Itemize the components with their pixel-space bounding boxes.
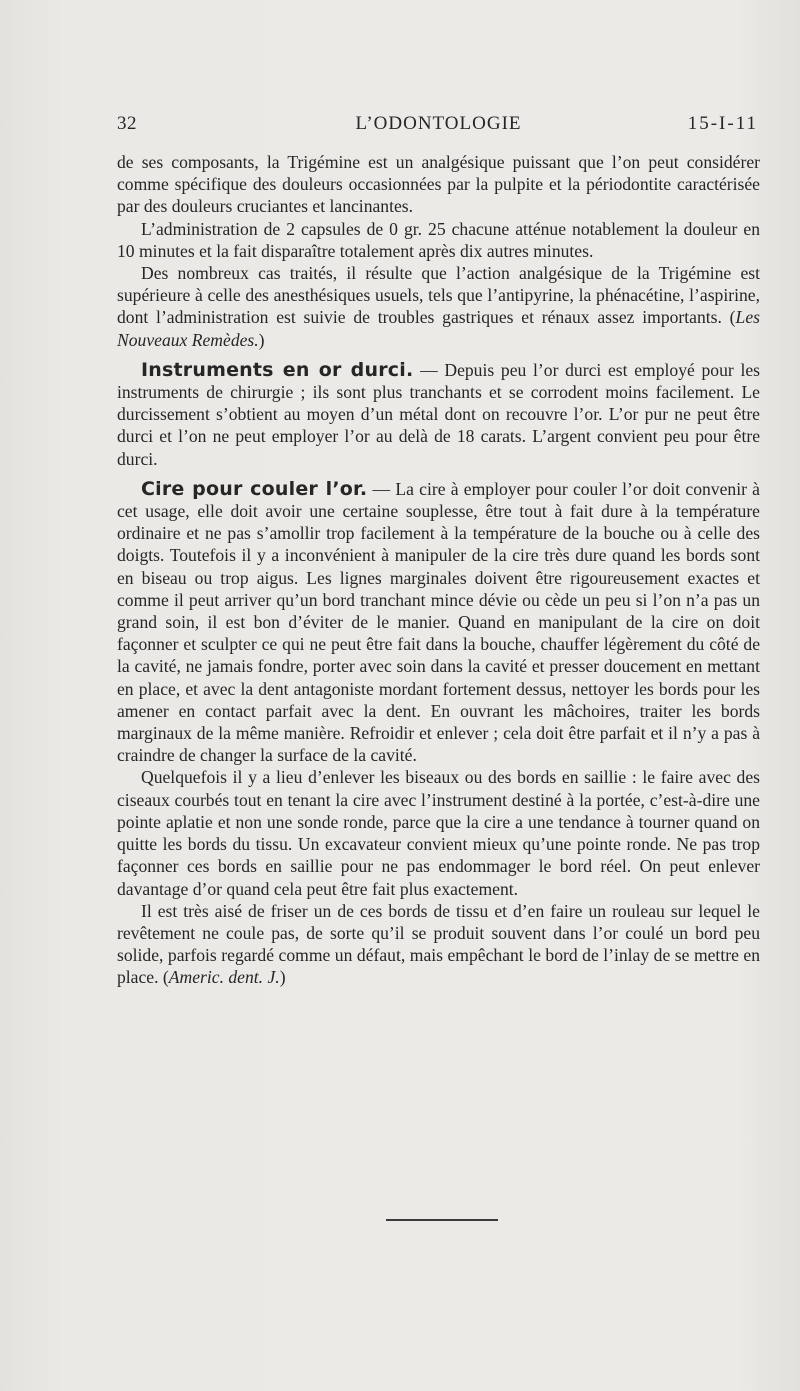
journal-title: L’ODONTOLOGIE — [355, 113, 522, 134]
source-citation: Les Nouveaux Remèdes. — [117, 307, 760, 350]
paragraph-friser-text: Il est très aisé de friser un de ces bords de tissu et d’en faire un rouleau sur lequel le revêtement ne coule pas, de sorte qu’il se produit souvent dans l’or coulé un bord peu solide, parfois regardé comme un défaut, mais empêchant le bord de l’inlay de se mettre en place. ( — [117, 900, 760, 988]
section-instruments-text: Depuis peu l’or durci est employé pour les instruments de chirurgie ; ils sont plus tranchants et se corrodent moins facilement. Le durcissement s’obtient au moyen d’un métal dont on recouvre l’or. L’or pur ne peut être durci et l’on ne peut employer l’or au delà de 18 carats. L’argent convient peu pour être durci. — [117, 359, 760, 469]
paragraph-friser — [117, 900, 760, 989]
source-citation: Americ. dent. J. — [168, 967, 280, 988]
paragraph-dosage: L’administration de 2 capsules de 0 gr. 25 chacune atténue notablement la douleur en 10 minutes et la fait disparaître totalement après dix autres minutes. — [117, 218, 760, 261]
page-number: 32 — [117, 113, 137, 134]
heading-dash: — — [413, 359, 445, 380]
closing-paren: ) — [279, 967, 286, 988]
paragraph-continuation: de ses composants, la Trigémine est un analgésique puissant que l’on peut considérer comme spécifique des douleurs occasionnées par la pulpite et la périodontite caractérisée par des douleurs cruciantes et lancinantes. — [117, 152, 760, 217]
section-cire-text: La cire à employer pour couler l’or doit convenir à cet usage, elle doit avoir une certaine souplesse, être tout à fait dure à la température ordinaire et ne pas s’amollir trop facilement à la température de la bouche ou à celle des doigts. Toutefois il y a inconvénient à manipuler de la cire très dure quand les bords sont en biseau ou trop aigus. Les lignes marginales doivent être rigoureusement exactes et comme il peut arriver qu’un bord tranchant mince dévie ou cède un peu si l’on n’a pas un grand soin, il est bon d’éviter de le manier. Quand en manipulant de la cire on doit façonner et sculpter ce qui ne peut être fait dans la bouche, chauffer légèrement du côté de la cavité, ne jamais fondre, porter avec soin dans la cavité et presser doucement en mettant en place, et avec la dent antagoniste mordant fortement dessus, nettoyer les bords pour les amener en contact parfait avec la dent. En ouvrant les mâchoires, traiter les bords marginaux de la même manière. Refroidir et enlever ; cela doit être parfait et il n’y a pas à craindre de changer la surface de la cavité. — [117, 478, 760, 766]
article-body — [117, 151, 760, 989]
paragraph-results-text: Des nombreux cas traités, il résulte que l’action analgésique de la Trigémine est supérieure à celle des anesthésiques usuels, tels que l’antipyrine, la phénacétine, l’aspirine, dont l’administration est suivie de troubles gastriques et rénaux assez importants. ( — [117, 263, 760, 328]
section-heading-instruments: Instruments en or durci. — [141, 358, 414, 381]
section-heading-cire: Cire pour couler l’or. — [141, 477, 368, 500]
paragraph-results — [117, 262, 760, 351]
section-instruments — [117, 359, 760, 470]
heading-dash: — — [367, 478, 396, 499]
paragraph-biseaux: Quelquefois il y a lieu d’enlever les biseaux ou des bords en saillie : le faire avec des ciseaux courbés tout en tenant la cire avec l’instrument destiné à la portée, c’est-à-dire une pointe aplatie et non une sonde ronde, parce que la cire a une tendance à tourner quand on quitte les bords du tissu. Un excavateur convient mieux qu’une pointe ronde. Ne pas trop façonner ces bords en saillie pour ne pas endommager le bord réel. On peut enlever davantage d’or quand cela peut être fait plus exactement. — [117, 767, 760, 899]
running-header — [117, 113, 760, 139]
issue-date: 15-I-11 — [687, 113, 758, 134]
section-cire — [117, 478, 760, 767]
closing-paren: ) — [258, 329, 265, 350]
end-rule — [386, 1219, 498, 1221]
